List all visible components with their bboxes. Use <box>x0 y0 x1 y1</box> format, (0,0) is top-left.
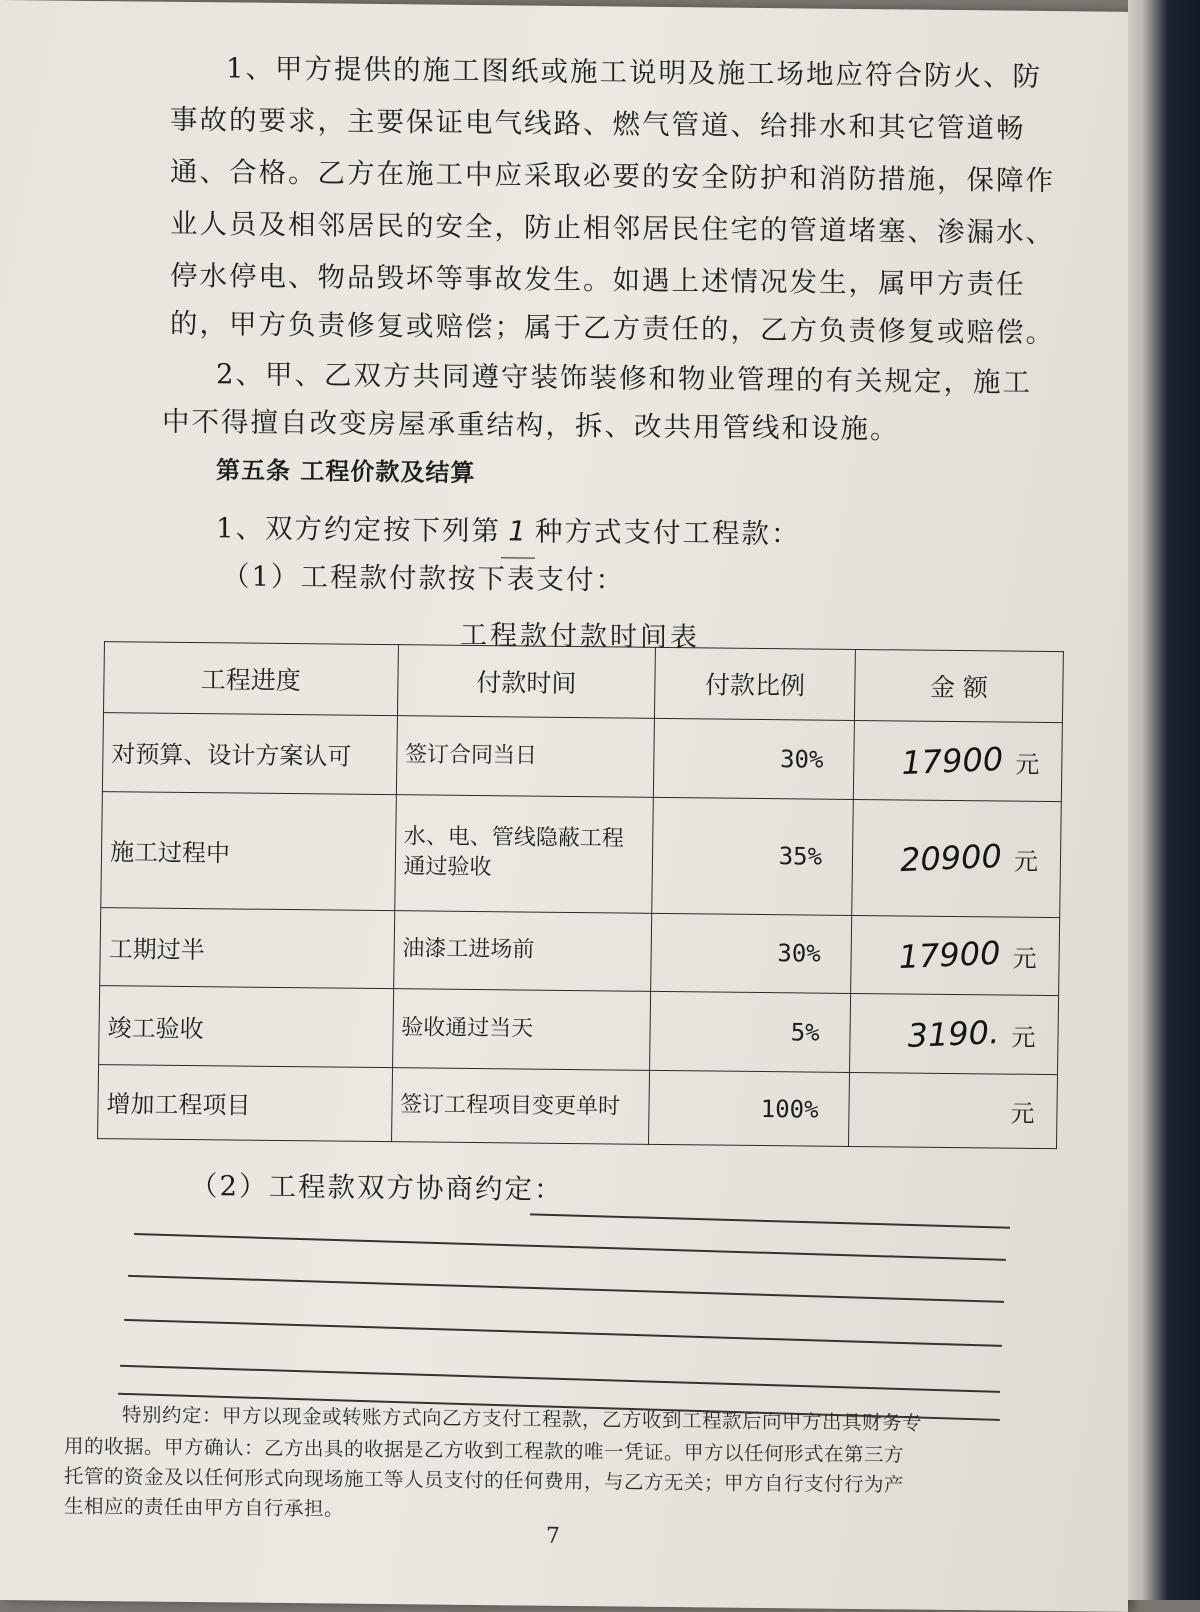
amount-unit: 元 <box>1013 847 1039 877</box>
column-header: 付款时间 <box>397 645 656 719</box>
time-cell: 油漆工进场前 <box>393 910 652 992</box>
column-header: 金 额 <box>854 649 1063 722</box>
time-cell: 签订合同当日 <box>396 716 655 798</box>
stage-cell: 竣工验收 <box>99 986 394 1068</box>
text-line: 2、甲、乙双方共同遵守装饰装修和物业管理的有关规定，施工 <box>216 358 1032 399</box>
clause5-heading: 第五条 工程价款及结算 <box>216 456 476 487</box>
text-line: 通、合格。乙方在施工中应采取必要的安全防护和消防措施，保障作 <box>170 155 1055 198</box>
table-row <box>102 713 1062 802</box>
method-prefix: 1、双方约定按下列第 <box>216 512 501 548</box>
text-line: 中不得擅自改变房屋承重结构，拆、改共用管线和设施。 <box>162 405 900 446</box>
handwritten-amount: 20900 <box>899 837 1003 880</box>
clause4-item1 <box>0 0 1128 350</box>
table-row <box>100 907 1060 996</box>
blank-line[interactable] <box>120 1365 1000 1393</box>
text-line: 业人员及相邻居民的安全，防止相邻居民住宅的管道堵塞、渗漏水、 <box>170 207 1055 250</box>
time-cell: 水、电、管线隐蔽工程通过验收 <box>394 794 653 912</box>
amount-unit: 元 <box>1010 1099 1035 1128</box>
time-cell: 签订工程项目变更单时 <box>391 1068 650 1145</box>
table-row <box>98 1065 1058 1149</box>
note-line: 托管的资金及以任何形式向现场施工等人员支付的任何费用，与乙方无关；甲方自行支付行为产 <box>64 1464 905 1497</box>
amount-cell[interactable] <box>850 994 1059 1075</box>
method-choice-field[interactable]: 1 <box>501 505 535 558</box>
note-line: 特别约定：甲方以现金或转账方式向乙方支付工程款，乙方收到工程款后向甲方出具财务专 <box>122 1403 923 1435</box>
ratio-cell: 5% <box>650 992 851 1073</box>
amount-cell[interactable] <box>852 799 1062 917</box>
text-line: 停水停电、物品毁坏等事故发生。如遇上述情况发生，属甲方责任 <box>170 259 1026 301</box>
page-number: 7 <box>546 1523 560 1549</box>
note-line: 生相应的责任由甲方自行承担。 <box>64 1494 345 1521</box>
stage-cell: 工期过半 <box>100 907 395 989</box>
table-header-row <box>104 642 1064 723</box>
text-line: 1、甲方提供的施工图纸或施工说明及施工场地应符合防火、防 <box>226 52 1042 93</box>
option2-label: （2）工程款双方协商约定： <box>190 1169 564 1206</box>
text-line: 的，甲方负责修复或赔偿；属于乙方责任的，乙方负责修复或赔偿。 <box>170 307 1055 350</box>
amount-unit: 元 <box>1011 1023 1036 1053</box>
amount-cell[interactable] <box>849 1073 1058 1149</box>
column-header: 工程进度 <box>104 642 399 716</box>
blank-line[interactable] <box>128 1275 1004 1302</box>
stage-cell: 对预算、设计方案认可 <box>102 713 397 795</box>
handwritten-amount: 17900 <box>900 739 1005 783</box>
ratio-cell: 30% <box>651 913 852 994</box>
handwritten-amount: 3190. <box>907 1013 1001 1056</box>
option1-label: （1）工程款付款按下表支付： <box>222 560 625 597</box>
amount-cell[interactable] <box>851 915 1060 996</box>
column-header: 付款比例 <box>655 647 856 720</box>
time-cell: 验收通过当天 <box>392 989 651 1071</box>
binding-edge <box>1128 0 1200 1600</box>
stage-cell: 增加工程项目 <box>98 1065 393 1142</box>
blank-line[interactable] <box>124 1319 1002 1347</box>
table-row <box>99 986 1059 1075</box>
amount-unit: 元 <box>1015 750 1040 779</box>
table-row <box>101 791 1062 917</box>
text-line: 事故的要求，主要保证电气线路、燃气管道、给排水和其它管道畅 <box>170 103 1026 145</box>
amount-unit: 元 <box>1012 945 1037 974</box>
handwritten-amount: 17900 <box>898 934 1002 977</box>
table-title: 工程款付款时间表 <box>460 619 700 654</box>
ratio-cell: 35% <box>652 797 853 915</box>
stage-cell: 施工过程中 <box>101 791 396 910</box>
ratio-cell: 30% <box>654 718 855 799</box>
payment-schedule-table <box>97 641 1064 1149</box>
blank-line[interactable] <box>134 1233 1006 1260</box>
method-suffix: 种方式支付工程款： <box>535 515 801 551</box>
note-line: 用的收据。甲方确认：乙方出具的收据是乙方收到工程款的唯一凭证。甲方以任何形式在第三方 <box>64 1434 905 1467</box>
ratio-cell: 100% <box>649 1071 850 1147</box>
amount-cell[interactable] <box>853 720 1062 801</box>
